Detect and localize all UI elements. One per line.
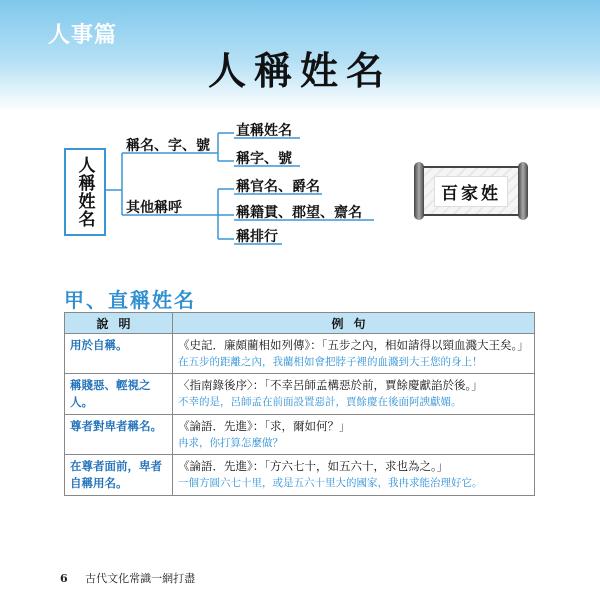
- example-translation: 一個方圓六七十里，或是五六十里大的國家，我冉求能治理好它。: [178, 477, 483, 489]
- usage-cell: 用於自稱。: [65, 334, 173, 374]
- example-translation: 在五步的距離之內，我藺相如會把脖子裡的血濺到大王您的身上！: [178, 356, 483, 368]
- hundred-surnames-scroll-illustration: [414, 166, 528, 216]
- example-cell: [173, 334, 535, 374]
- examples-table: [64, 312, 535, 496]
- page-footer: [60, 570, 195, 586]
- chapter-title: 人稱姓名: [207, 48, 392, 93]
- scroll-roller-left: [414, 162, 424, 220]
- column-header-explanation: 說明: [65, 313, 173, 334]
- usage-cell: 稱賤惡、輕視之人。: [65, 374, 173, 415]
- section-heading: 甲、直稱姓名: [64, 288, 196, 312]
- example-quote: 《論語．先進》：「方六七十，如五六十，求也為之。」: [178, 459, 449, 473]
- tree-leaf: 稱官名、爵名: [236, 179, 320, 195]
- book-title: 古代文化常識一網打盡: [85, 572, 196, 585]
- tree-leaf: 稱排行: [236, 229, 278, 245]
- example-cell: [173, 455, 535, 496]
- tree-branch-other: 其他稱呼: [126, 200, 182, 216]
- table-row: [65, 374, 535, 415]
- section-tag: 人事篇: [48, 22, 118, 48]
- tree-root-box: [64, 148, 106, 236]
- example-quote: 《史記．廉頗藺相如列傳》：「五步之內，相如請得以頸血濺大王矣。」: [178, 338, 529, 352]
- example-quote: 《論語．先進》：「求，爾如何？」: [178, 419, 351, 433]
- column-header-example: 例句: [173, 313, 535, 334]
- example-translation: 不幸的是，呂師孟在前面設置惡計，賈餘慶在後面阿諛獻媚。: [178, 396, 462, 408]
- tree-root-label: 人稱姓名: [74, 156, 95, 228]
- example-cell: [173, 374, 535, 415]
- example-translation: 冉求，你打算怎麼做？: [178, 437, 283, 449]
- tree-branch-names: 稱名、字、號: [126, 138, 210, 154]
- usage-cell: 尊者對卑者稱名。: [65, 415, 173, 455]
- example-quote: 〈指南錄後序〉：「不幸呂師孟構惡於前，賈餘慶獻諂於後。」: [178, 378, 483, 392]
- example-cell: [173, 415, 535, 455]
- scroll-paper: [422, 166, 520, 216]
- page-number: 6: [60, 572, 68, 585]
- usage-cell: 在尊者面前，卑者自稱用名。: [65, 455, 173, 496]
- table-row: [65, 455, 535, 496]
- tree-leaf: 稱籍貫、郡望、齋名: [236, 205, 362, 221]
- table-row: [65, 334, 535, 374]
- table-header-row: [65, 313, 535, 334]
- scroll-label: 百家姓: [434, 176, 508, 207]
- tree-leaf: 直稱姓名: [236, 123, 292, 139]
- page-header-band: [0, 0, 600, 112]
- tree-leaf: 稱字、號: [236, 151, 292, 167]
- table-row: [65, 415, 535, 455]
- scroll-roller-right: [518, 162, 528, 220]
